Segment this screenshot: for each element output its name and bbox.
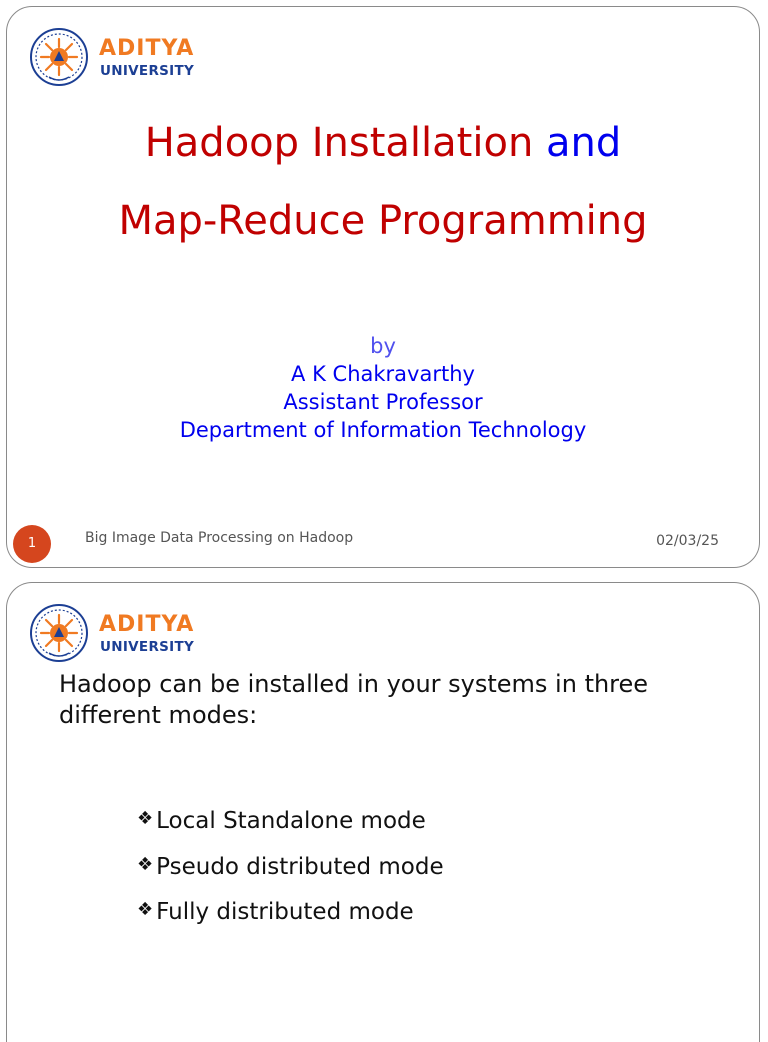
diamond-bullet-icon: ❖ (137, 899, 154, 920)
slide-title-line-2: Map-Reduce Programming (118, 198, 648, 244)
author-role: Assistant Professor (283, 390, 483, 414)
list-item (137, 852, 444, 882)
slide-1 (6, 6, 760, 568)
list-item-text: Fully distributed mode (156, 899, 414, 925)
list-item-text: Local Standalone mode (156, 808, 426, 834)
slide-footer-date: 02/03/25 (656, 533, 719, 549)
diamond-bullet-icon: ❖ (137, 808, 154, 829)
list-item-text: Pseudo distributed mode (156, 853, 444, 880)
slide-number-badge: 1 (13, 525, 51, 563)
title-red-part: Hadoop Installation (144, 120, 547, 166)
title-blue-part: and (546, 120, 622, 166)
author-name: A K Chakravarthy (291, 362, 475, 386)
modes-list (137, 806, 444, 943)
logo-name: ADITYA (99, 36, 195, 61)
logo-subtitle: UNIVERSITY (100, 63, 195, 79)
university-logo (29, 27, 219, 87)
logo-subtitle: UNIVERSITY (100, 639, 195, 655)
diamond-bullet-icon: ❖ (137, 853, 154, 875)
university-emblem-icon (29, 27, 89, 87)
list-item (137, 806, 444, 836)
university-emblem-icon (29, 603, 89, 663)
slide-2 (6, 582, 760, 1042)
logo-name: ADITYA (99, 612, 195, 637)
list-item (137, 897, 444, 927)
university-logo (29, 603, 219, 663)
slide-footer-text: Big Image Data Processing on Hadoop (85, 530, 354, 546)
slide-title-line-1 (7, 119, 759, 167)
author-department: Department of Information Technology (179, 418, 587, 442)
slide-intro-text: Hadoop can be installed in your systems in three different modes: (59, 670, 649, 729)
by-label: by (370, 334, 396, 358)
